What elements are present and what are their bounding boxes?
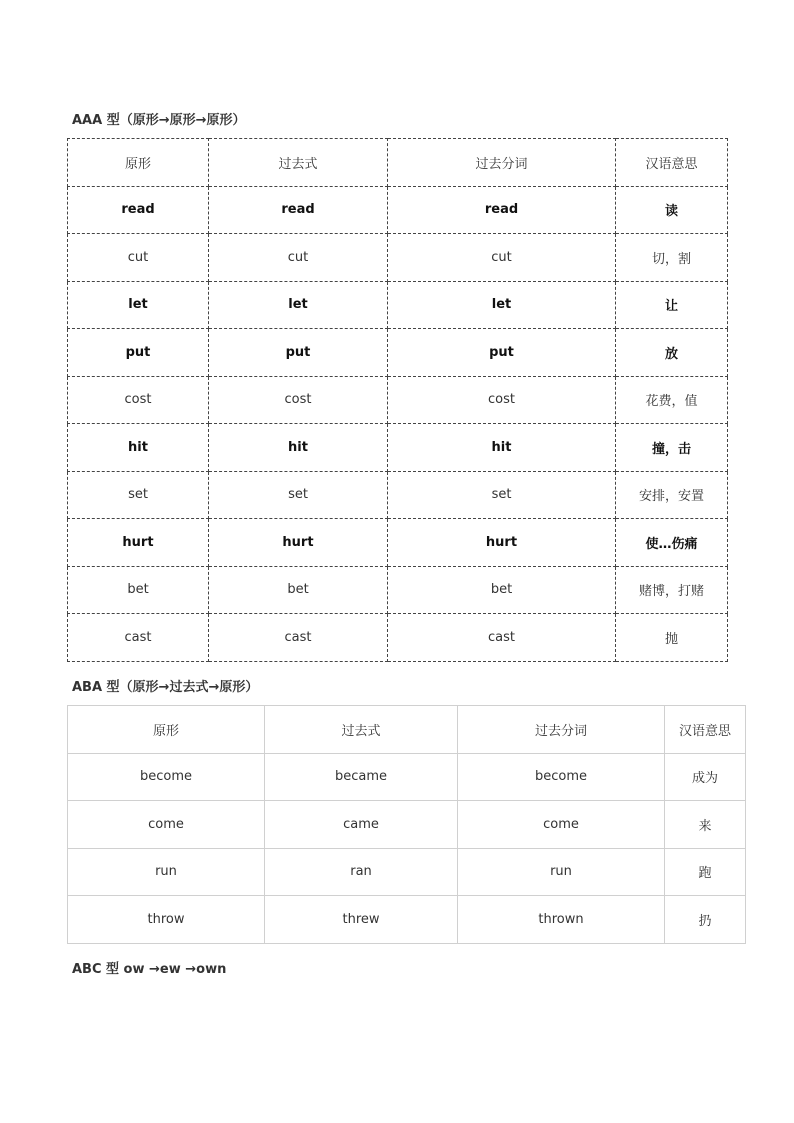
table-cell: put	[388, 329, 616, 377]
table-cell: cut	[209, 234, 388, 282]
table-cell: hit	[68, 424, 209, 472]
abc-section-title: ABC 型 ow →ew →own	[72, 962, 227, 977]
table-cell: 成为	[665, 753, 746, 801]
table-cell: 撞，击	[616, 424, 728, 472]
table-row	[68, 281, 728, 329]
table-cell: let	[68, 281, 209, 329]
table-cell: come	[68, 801, 265, 849]
table-cell: cost	[209, 376, 388, 424]
table-row	[68, 329, 728, 377]
header-cell: 过去式	[209, 139, 388, 187]
table-cell: cut	[388, 234, 616, 282]
table-cell: 使…伤痛	[616, 519, 728, 567]
table-cell: become	[458, 753, 665, 801]
table-row	[68, 234, 728, 282]
table-cell: 放	[616, 329, 728, 377]
table-cell: 安排，安置	[616, 471, 728, 519]
header-cell: 汉语意思	[665, 706, 746, 754]
table-cell: hit	[388, 424, 616, 472]
table-cell: put	[68, 329, 209, 377]
header-cell: 原形	[68, 706, 265, 754]
table-cell: came	[265, 801, 458, 849]
table-cell: ran	[265, 848, 458, 896]
aba-verb-table	[67, 705, 746, 944]
table-cell: read	[209, 186, 388, 234]
table-row	[68, 376, 728, 424]
table-cell: cast	[209, 614, 388, 662]
aba-section-title: ABA 型（原形→过去式→原形）	[72, 680, 259, 695]
table-cell: threw	[265, 896, 458, 944]
table-row	[68, 471, 728, 519]
table-cell: set	[209, 471, 388, 519]
table-cell: hurt	[68, 519, 209, 567]
table-cell: bet	[68, 566, 209, 614]
table-cell: cast	[68, 614, 209, 662]
table-cell: hurt	[209, 519, 388, 567]
aaa-verb-table	[67, 138, 728, 662]
table-cell: 切，割	[616, 234, 728, 282]
table-row	[68, 186, 728, 234]
table-cell: let	[388, 281, 616, 329]
table-cell: 花费，值	[616, 376, 728, 424]
table-cell: cost	[68, 376, 209, 424]
table-cell: 让	[616, 281, 728, 329]
table-cell: 跑	[665, 848, 746, 896]
table-cell: become	[68, 753, 265, 801]
table-cell: come	[458, 801, 665, 849]
table-cell: 读	[616, 186, 728, 234]
table-cell: run	[68, 848, 265, 896]
header-cell: 过去式	[265, 706, 458, 754]
table-row	[68, 896, 746, 944]
table-cell: read	[68, 186, 209, 234]
table-row	[68, 848, 746, 896]
header-cell: 过去分词	[388, 139, 616, 187]
table-cell: run	[458, 848, 665, 896]
table-cell: became	[265, 753, 458, 801]
header-row	[68, 139, 728, 187]
table-cell: cost	[388, 376, 616, 424]
table-cell: 赌博，打赌	[616, 566, 728, 614]
table-cell: 扔	[665, 896, 746, 944]
table-cell: let	[209, 281, 388, 329]
header-cell: 过去分词	[458, 706, 665, 754]
table-cell: read	[388, 186, 616, 234]
table-cell: bet	[388, 566, 616, 614]
table-cell: set	[68, 471, 209, 519]
table-cell: put	[209, 329, 388, 377]
table-cell: bet	[209, 566, 388, 614]
table-cell: thrown	[458, 896, 665, 944]
header-cell: 原形	[68, 139, 209, 187]
table-cell: hurt	[388, 519, 616, 567]
table-cell: 来	[665, 801, 746, 849]
table-row	[68, 753, 746, 801]
table-cell: throw	[68, 896, 265, 944]
table-cell: cut	[68, 234, 209, 282]
table-row	[68, 519, 728, 567]
table-cell: set	[388, 471, 616, 519]
table-cell: cast	[388, 614, 616, 662]
table-cell: hit	[209, 424, 388, 472]
header-cell: 汉语意思	[616, 139, 728, 187]
table-row	[68, 614, 728, 662]
table-cell: 抛	[616, 614, 728, 662]
table-row	[68, 566, 728, 614]
table-row	[68, 424, 728, 472]
header-row	[68, 706, 746, 754]
aaa-section-title: AAA 型（原形→原形→原形）	[72, 113, 246, 128]
table-row	[68, 801, 746, 849]
